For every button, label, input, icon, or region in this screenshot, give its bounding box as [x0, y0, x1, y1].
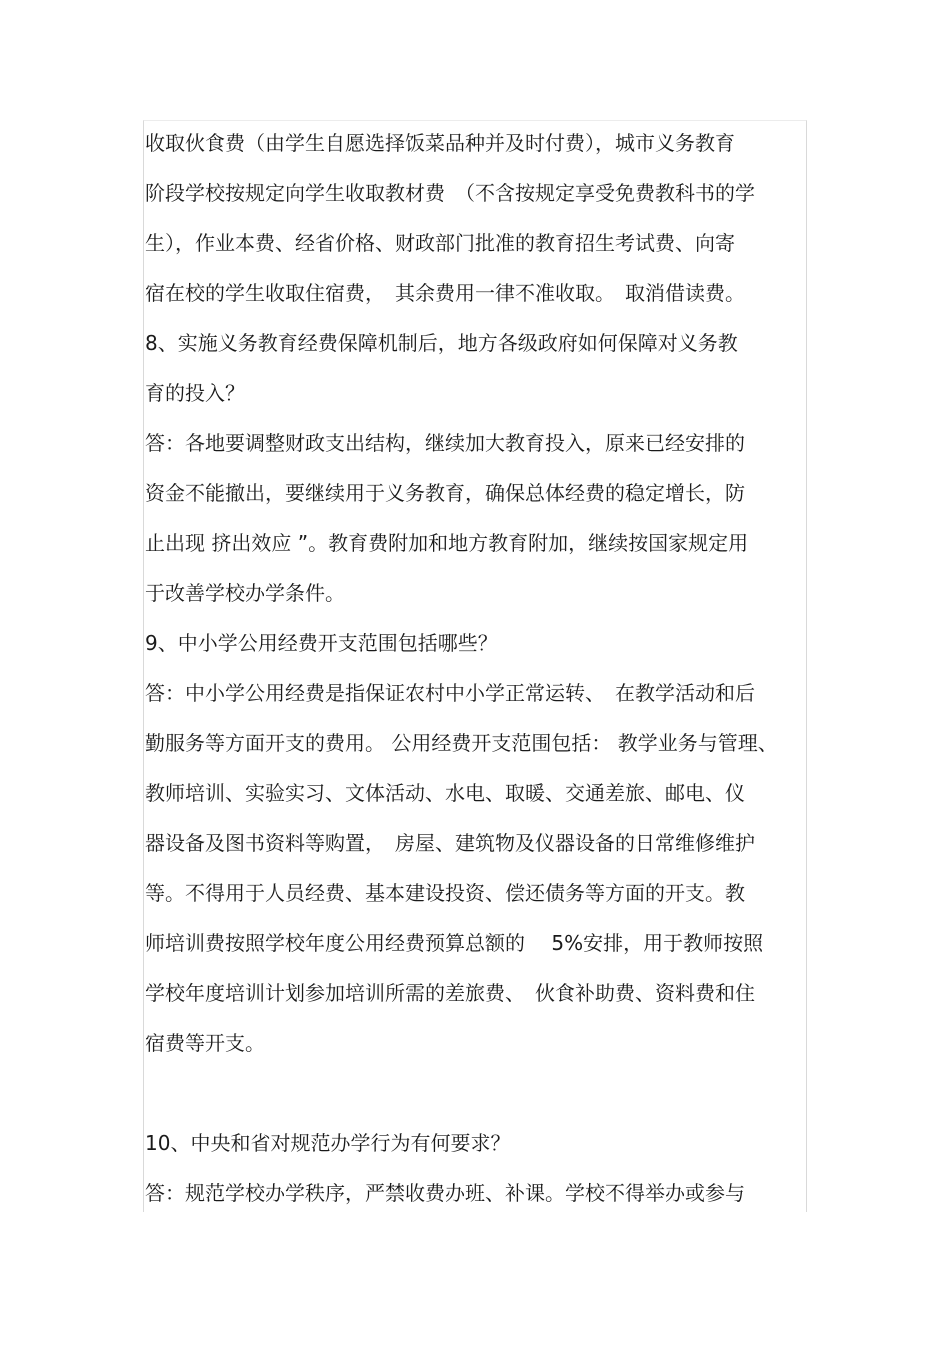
answer-9-line: 等。不得用于人员经费、基本建设投资、偿还债务等方面的开支。教 [145, 881, 745, 905]
text-line: 宿在校的学生收取住宿费， 其余费用一律不准收取。 取消借读费。 [145, 281, 745, 305]
answer-10-line: 答：规范学校办学秩序，严禁收费办班、补课。学校不得举办或参与 [145, 1181, 745, 1205]
question-8-line: 8、实施义务教育经费保障机制后，地方各级政府如何保障对义务教 [145, 331, 738, 355]
answer-8-line: 资金不能撤出，要继续用于义务教育，确保总体经费的稳定增长，防 [145, 481, 745, 505]
answer-9-line: 教师培训、实验实习、文体活动、水电、取暖、交通差旅、邮电、仪 [145, 781, 745, 805]
document-body [143, 118, 807, 1218]
text-line: 收取伙食费（由学生自愿选择饭菜品种并及时付费），城市义务教育 [145, 131, 735, 155]
answer-8-line: 于改善学校办学条件。 [145, 581, 345, 605]
answer-9-line: 勤服务等方面开支的费用。 公用经费开支范围包括： 教学业务与管理、 [145, 731, 778, 755]
question-10-line: 10、中央和省对规范办学行为有何要求？ [145, 1131, 511, 1155]
question-8-line: 育的投入？ [145, 381, 245, 405]
answer-9-line: 宿费等开支。 [145, 1031, 265, 1055]
answer-8-line: 答：各地要调整财政支出结构，继续加大教育投入，原来已经安排的 [145, 431, 745, 455]
answer-9-line: 师培训费按照学校年度公用经费预算总额的 5%安排，用于教师按照 [145, 931, 764, 955]
text-line: 阶段学校按规定向学生收取教材费 （不含按规定享受免费教科书的学 [145, 181, 755, 205]
blank-line [145, 1068, 807, 1118]
answer-9-line: 器设备及图书资料等购置， 房屋、建筑物及仪器设备的日常维修维护 [145, 831, 755, 855]
answer-9-line: 答：中小学公用经费是指保证农村中小学正常运转、 在教学活动和后 [145, 681, 755, 705]
answer-8-line: 止出现 挤出效应 ”。教育费附加和地方教育附加，继续按国家规定用 [145, 531, 749, 555]
text-line: 生），作业本费、经省价格、财政部门批准的教育招生考试费、向寄 [145, 231, 735, 255]
answer-9-line: 学校年度培训计划参加培训所需的差旅费、 伙食补助费、资料费和住 [145, 981, 755, 1005]
question-9-line: 9、中小学公用经费开支范围包括哪些？ [145, 631, 498, 655]
